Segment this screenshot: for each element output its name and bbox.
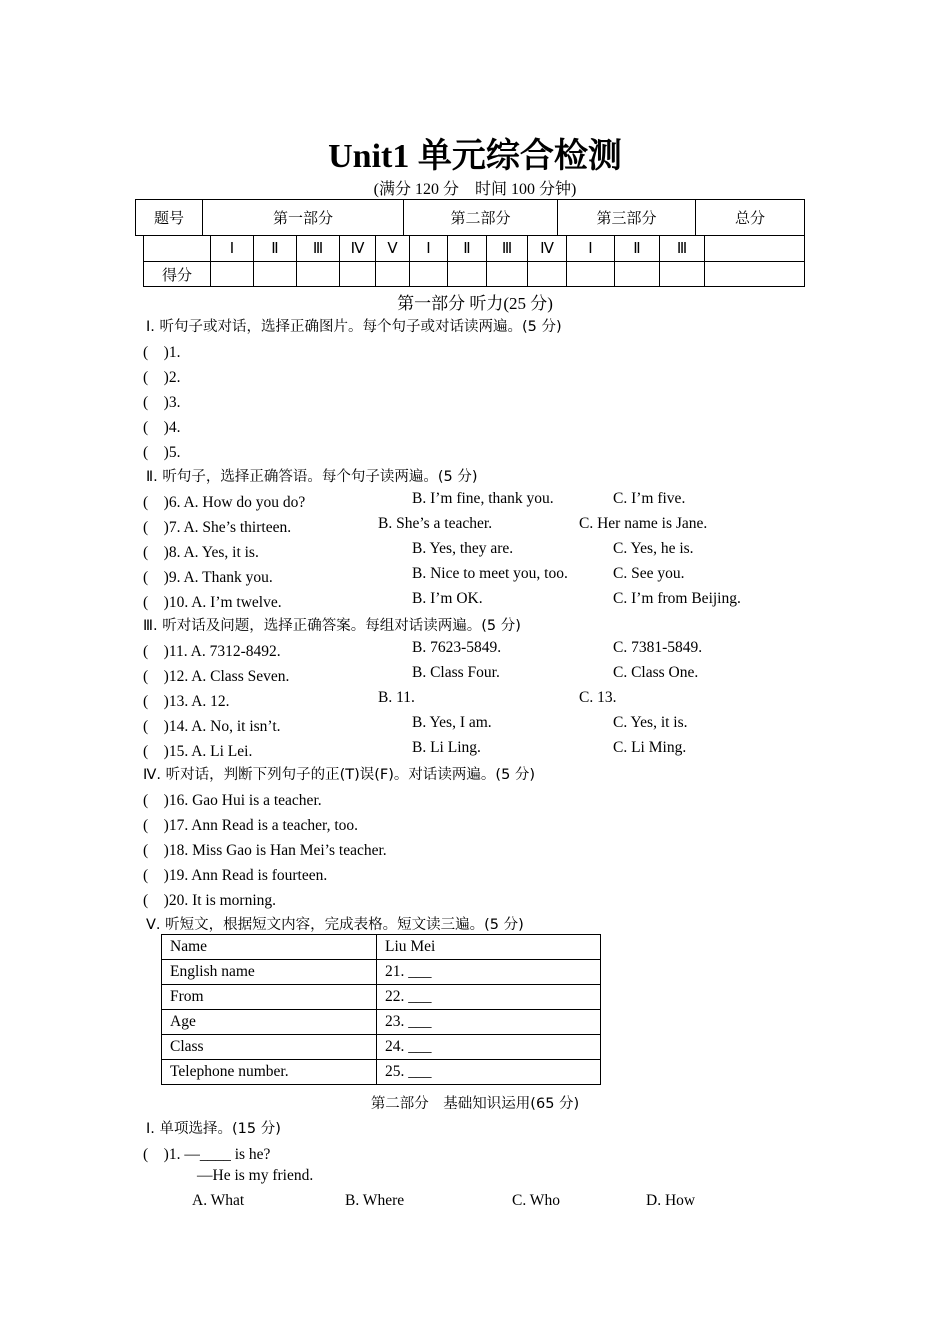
roman-numeral: Ⅲ bbox=[660, 236, 705, 262]
question-item: ( )5. bbox=[143, 444, 181, 461]
section-heading: Ⅰ. 单项选择。(15 分) bbox=[146, 1121, 281, 1137]
option-c: C. I’m five. bbox=[613, 490, 686, 507]
option-c: C. Her name is Jane. bbox=[579, 515, 708, 532]
score-cell bbox=[376, 262, 410, 287]
score-label: 得分 bbox=[144, 262, 211, 287]
section-heading: Ⅱ. 听句子，选择正确答语。每个句子读两遍。(5 分) bbox=[146, 469, 478, 485]
option-b: B. Li Ling. bbox=[412, 739, 481, 756]
score-cell bbox=[660, 262, 705, 287]
score-cell bbox=[254, 262, 297, 287]
roman-numeral: Ⅳ bbox=[340, 236, 376, 262]
info-value: Liu Mei bbox=[377, 935, 601, 960]
section-heading: Ⅳ. 听对话，判断下列句子的正(T)误(F)。对话读两遍。(5 分) bbox=[143, 767, 536, 783]
info-table bbox=[161, 934, 601, 1085]
part1-title: 第一部分 听力(25 分) bbox=[397, 294, 553, 313]
page-title: Unit1 单元综合检测 bbox=[328, 138, 622, 175]
score-header-cell: 第二部分 bbox=[404, 200, 558, 236]
score-cell bbox=[615, 262, 660, 287]
option-c: C. See you. bbox=[613, 565, 685, 582]
section-heading: Ⅰ. 听句子或对话，选择正确图片。每个句子或对话读两遍。(5 分) bbox=[146, 319, 562, 335]
info-label: From bbox=[162, 985, 377, 1010]
page-subtitle: (满分 120 分 时间 100 分钟) bbox=[373, 181, 577, 198]
score-cell bbox=[528, 262, 567, 287]
question-item: ( )8. A. Yes, it is. bbox=[143, 544, 259, 561]
info-label: English name bbox=[162, 960, 377, 985]
info-label: Age bbox=[162, 1010, 377, 1035]
question-item: ( )10. A. I’m twelve. bbox=[143, 594, 282, 611]
score-header-cell: 题号 bbox=[136, 200, 203, 236]
roman-numeral: Ⅲ bbox=[487, 236, 528, 262]
score-table bbox=[135, 199, 805, 236]
option-b: B. I’m OK. bbox=[412, 590, 483, 607]
score-cell bbox=[705, 262, 805, 287]
score-header-cell: 总分 bbox=[696, 200, 805, 236]
option-c: C. 7381-5849. bbox=[613, 639, 703, 656]
question-item: ( )20. It is morning. bbox=[143, 892, 277, 909]
score-cell-empty bbox=[144, 236, 211, 262]
score-header-cell: 第一部分 bbox=[203, 200, 404, 236]
question-item: ( )9. A. Thank you. bbox=[143, 569, 273, 586]
option-a: A. What bbox=[192, 1192, 245, 1209]
question-item: ( )6. A. How do you do? bbox=[143, 494, 306, 511]
info-value: 25. ___ bbox=[377, 1060, 601, 1085]
option-c: C. Who bbox=[512, 1192, 560, 1209]
score-cell bbox=[448, 262, 487, 287]
info-value: 24. ___ bbox=[377, 1035, 601, 1060]
question-item: ( )1. bbox=[143, 344, 181, 361]
question-dialogue: —He is my friend. bbox=[197, 1167, 314, 1184]
roman-numeral: Ⅱ bbox=[448, 236, 487, 262]
score-cell bbox=[340, 262, 376, 287]
score-header-cell: 第三部分 bbox=[558, 200, 696, 236]
question-item: ( )4. bbox=[143, 419, 181, 436]
question-item: ( )19. Ann Read is fourteen. bbox=[143, 867, 328, 884]
option-b: B. Nice to meet you, too. bbox=[412, 565, 568, 582]
part2-title: 第二部分 基础知识运用(65 分) bbox=[370, 1096, 580, 1112]
roman-numeral: Ⅰ bbox=[567, 236, 615, 262]
question-item: ( )16. Gao Hui is a teacher. bbox=[143, 792, 322, 809]
question-item: ( )17. Ann Read is a teacher, too. bbox=[143, 817, 359, 834]
score-cell bbox=[211, 262, 254, 287]
option-b: B. She’s a teacher. bbox=[378, 515, 493, 532]
roman-numeral: Ⅲ bbox=[297, 236, 340, 262]
option-b: B. 11. bbox=[378, 689, 415, 706]
info-value: 22. ___ bbox=[377, 985, 601, 1010]
option-c: C. Li Ming. bbox=[613, 739, 687, 756]
roman-numeral: Ⅰ bbox=[211, 236, 254, 262]
question-item: ( )12. A. Class Seven. bbox=[143, 668, 290, 685]
section-heading: Ⅲ. 听对话及问题，选择正确答案。每组对话读两遍。(5 分) bbox=[143, 618, 521, 634]
score-cell bbox=[410, 262, 448, 287]
info-value: 23. ___ bbox=[377, 1010, 601, 1035]
question-item: ( )3. bbox=[143, 394, 181, 411]
option-b: B. Yes, they are. bbox=[412, 540, 514, 557]
option-b: B. Where bbox=[345, 1192, 405, 1209]
question-item: ( )14. A. No, it isn’t. bbox=[143, 718, 281, 735]
option-b: B. 7623-5849. bbox=[412, 639, 502, 656]
roman-numeral: Ⅰ bbox=[410, 236, 448, 262]
question-item: ( )18. Miss Gao is Han Mei’s teacher. bbox=[143, 842, 387, 859]
question-item: ( )15. A. Li Lei. bbox=[143, 743, 253, 760]
question-item: ( )2. bbox=[143, 369, 181, 386]
info-label: Name bbox=[162, 935, 377, 960]
option-c: C. 13. bbox=[579, 689, 617, 706]
score-cell bbox=[567, 262, 615, 287]
roman-numeral: Ⅱ bbox=[615, 236, 660, 262]
option-d: D. How bbox=[646, 1192, 696, 1209]
info-value: 21. ___ bbox=[377, 960, 601, 985]
info-label: Telephone number. bbox=[162, 1060, 377, 1085]
question-item: ( )13. A. 12. bbox=[143, 693, 230, 710]
option-b: B. Class Four. bbox=[412, 664, 500, 681]
score-cell-empty bbox=[705, 236, 805, 262]
roman-numeral: Ⅱ bbox=[254, 236, 297, 262]
option-c: C. Yes, it is. bbox=[613, 714, 688, 731]
roman-numeral: Ⅴ bbox=[376, 236, 410, 262]
question-item: ( )7. A. She’s thirteen. bbox=[143, 519, 292, 536]
option-c: C. Yes, he is. bbox=[613, 540, 694, 557]
score-table-lower bbox=[143, 235, 805, 287]
question-item: ( )11. A. 7312-8492. bbox=[143, 643, 281, 660]
score-cell bbox=[297, 262, 340, 287]
section-heading: Ⅴ. 听短文，根据短文内容，完成表格。短文读三遍。(5 分) bbox=[146, 917, 524, 933]
option-b: B. I’m fine, thank you. bbox=[412, 490, 554, 507]
score-cell bbox=[487, 262, 528, 287]
question-item: ( )1. —____ is he? bbox=[143, 1146, 271, 1163]
option-c: C. I’m from Beijing. bbox=[613, 590, 741, 607]
info-label: Class bbox=[162, 1035, 377, 1060]
option-b: B. Yes, I am. bbox=[412, 714, 492, 731]
option-c: C. Class One. bbox=[613, 664, 699, 681]
roman-numeral: Ⅳ bbox=[528, 236, 567, 262]
